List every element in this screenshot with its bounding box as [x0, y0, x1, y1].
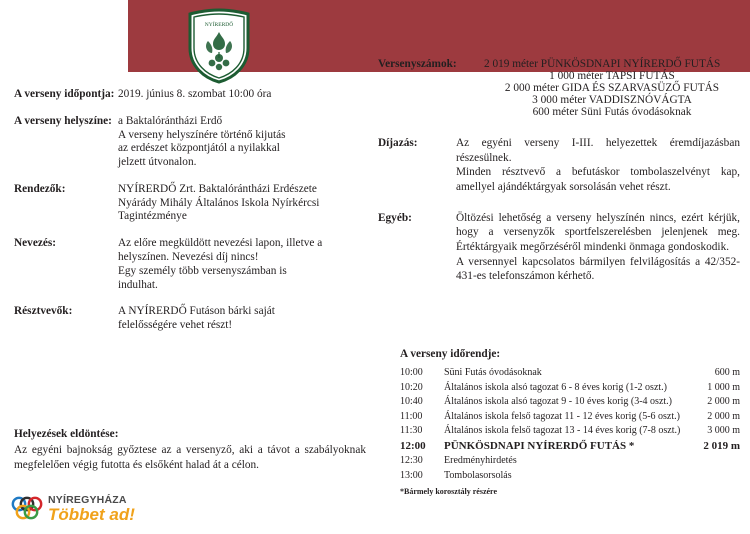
field-other-value: Öltözési lehetőség a verseny helyszínén nincs, ezért kérjük, hogy a versenyzők sportfelszerelésben jelenjenek meg. Értéktárgyaik megőrzéséről mindenki önmaga gondoskodik. A versennyel kapcsolatos bármilyen felvilágosítás a 42/352-431-es telefonszámon kérhető. — [456, 211, 740, 283]
schedule-row-highlight: 12:00 PÜNKÖSDNAPI NYÍRERDŐ FUTÁS * 2 019 m — [400, 439, 740, 452]
svg-text:NYÍRERDŐ: NYÍRERDŐ — [204, 22, 234, 28]
field-participants-label: Résztvevők: — [14, 305, 73, 318]
schedule-row: 10:40 Általános iskola alsó tagozat 9 - 10 éves korig (3-4 oszt.) 2 000 m — [400, 396, 740, 407]
field-organizers-value: NYÍRERDŐ Zrt. Baktalórántházi Erdészete Nyárády Mihály Általános Iskola Nyírkércsi Tagintézménye — [118, 182, 320, 223]
field-participants — [14, 305, 366, 333]
schedule-title: A verseny időrendje: — [400, 348, 501, 360]
field-other — [378, 211, 740, 284]
schedule-row: 13:00 Tombolasorsolás — [400, 469, 512, 481]
distance-item: 3 000 méter VADDISZNÓVÁGTA — [532, 94, 692, 106]
field-registration — [14, 237, 366, 292]
field-date — [14, 88, 366, 102]
schedule-row: 11:30 Általános iskola felső tagozat 13 - 14 éves korig (7-8 oszt.) 3 000 m — [400, 425, 740, 436]
distance-item: 2 019 méter PÜNKÖSDNAPI NYÍRERDŐ FUTÁS — [484, 58, 721, 70]
city-logo-line1: NYÍREGYHÁZA — [48, 493, 127, 506]
schedule-note: *Bármely korosztály részére — [400, 486, 498, 496]
schedule-row: 11:00 Általános iskola felső tagozat 11 - 12 éves korig (5-6 oszt.) 2 000 m — [400, 410, 740, 422]
placements-heading: Helyezések eldöntése: — [14, 428, 119, 440]
field-organizers — [14, 183, 366, 224]
distance-item: 2 000 méter GIDA ÉS SZARVASÜZŐ FUTÁS — [504, 82, 720, 94]
field-awards — [378, 136, 740, 195]
field-awards-label: Díjazás: — [378, 137, 418, 149]
distance-item: 1 000 méter TAPSI FUTÁS — [549, 70, 675, 82]
field-date-label: A verseny időpontja: — [14, 88, 115, 100]
city-logo-line2: Többet ad! — [48, 505, 135, 525]
field-registration-value: Az előre megküldött nevezési lapon, illetve a helyszínen. Nevezési díj nincs! Egy személy több versenyszámban is indulhat. — [118, 237, 323, 291]
schedule-row: 12:30 Eredményhirdetés — [400, 455, 517, 466]
distances-label: Versenyszámok: — [378, 58, 457, 70]
field-venue-label: A verseny helyszíne: — [14, 114, 112, 127]
olympic-rings-icon — [10, 492, 44, 526]
left-column — [14, 88, 366, 346]
distances-section — [378, 58, 740, 118]
city-logo — [10, 492, 135, 526]
schedule-section — [400, 348, 740, 496]
field-other-label: Egyéb: — [378, 211, 412, 224]
field-registration-label: Nevezés: — [14, 237, 57, 250]
field-awards-value: Az egyéni verseny I-III. helyezettek éremdíjazásban részesülnek. Minden résztvevő a befutáskor tombolaszelvényt kap, amellyel ajándéktárgyak sorsolásán vehet részt. — [456, 137, 740, 194]
right-column — [378, 58, 740, 300]
schedule-row: 10:00 Süni Futás óvodásoknak 600 m — [400, 367, 740, 378]
schedule-row: 10:20 Általános iskola alsó tagozat 6 - 8 éves korig (1-2 oszt.) 1 000 m — [400, 381, 740, 393]
field-participants-value: A NYÍRERDŐ Futáson bárki saját felelősségére vehet részt! — [118, 305, 275, 332]
field-venue — [14, 115, 366, 170]
distance-item: 600 méter Süni Futás óvodásoknak — [532, 106, 692, 118]
crest-logo — [186, 8, 252, 84]
placements-section — [14, 428, 366, 472]
placements-text: Az egyéni bajnokság győztese az a versenyző, aki a távot a szabályoknak megfelelően végig futotta és elsőként halad át a célon. — [14, 444, 366, 471]
field-venue-value: a Baktalórántházi Erdő A verseny helyszínére történő kijutás az erdészet központjától a nyilakkal jelzett útvonalon. — [118, 114, 286, 169]
field-date-value: 2019. június 8. szombat 10:00 óra — [118, 88, 272, 100]
field-organizers-label: Rendezők: — [14, 182, 66, 195]
